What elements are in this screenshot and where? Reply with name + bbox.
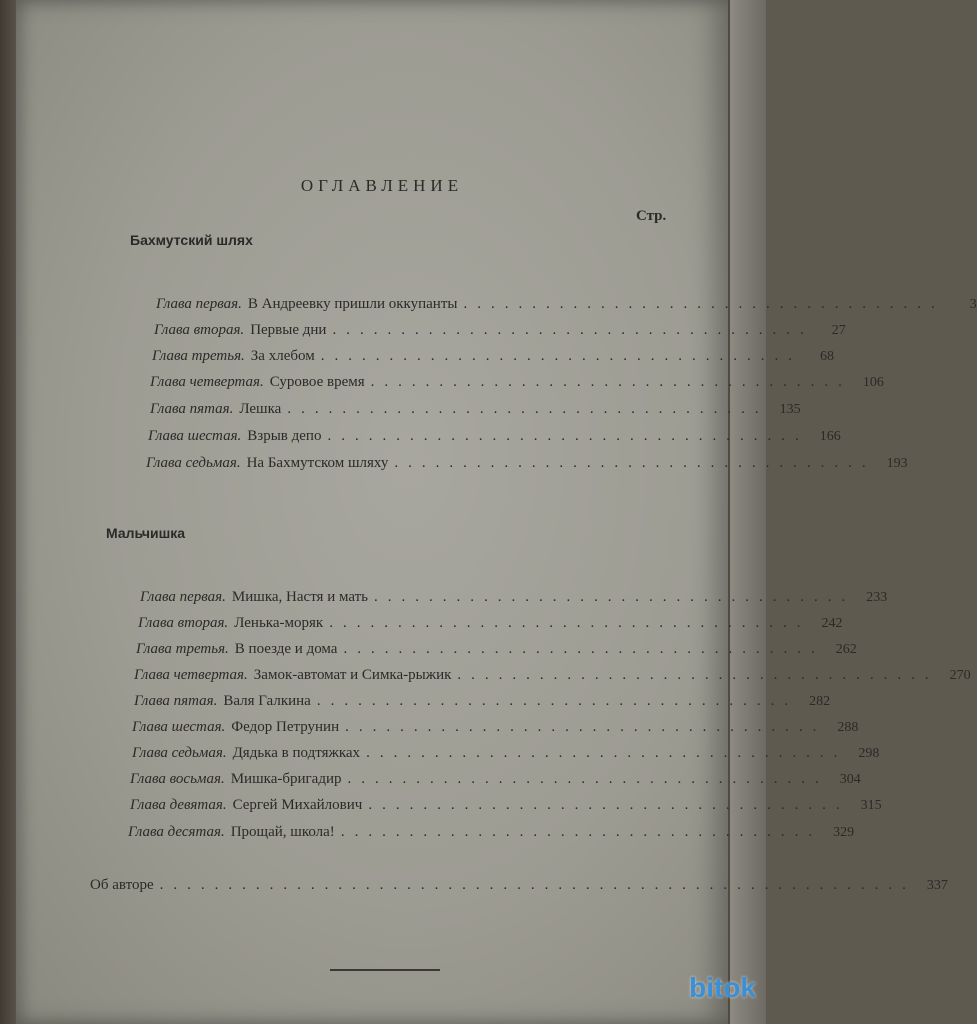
toc-entry-about-author[interactable] xyxy=(90,874,948,896)
chapter-label: Глава десятая. xyxy=(128,824,225,840)
chapter-label: Глава пятая. xyxy=(134,693,218,709)
book-page xyxy=(16,0,728,1024)
toc-entry[interactable] xyxy=(136,638,857,660)
dot-leader: ................................... xyxy=(320,348,802,364)
page-number: 315 xyxy=(860,798,882,813)
bottom-divider xyxy=(330,969,440,971)
chapter-title: Взрыв депо xyxy=(247,428,322,444)
toc-entry[interactable] xyxy=(148,425,841,447)
section-title-bakhmut: Бахмутский шлях xyxy=(130,232,253,248)
toc-entry[interactable] xyxy=(156,293,977,315)
toc-entry[interactable] xyxy=(150,371,884,393)
dot-leader: ................................... xyxy=(340,824,823,840)
chapter-title: Первые дни xyxy=(250,322,327,338)
toc-entry[interactable] xyxy=(132,716,859,738)
watermark-logo: bitok xyxy=(689,972,756,1003)
chapter-title: За хлебом xyxy=(250,348,315,364)
chapter-title: Валя Галкина xyxy=(223,693,311,709)
toc-entry[interactable] xyxy=(150,398,801,420)
chapter-title: Сергей Михайлович xyxy=(232,797,363,813)
page-number: 337 xyxy=(926,878,948,893)
chapter-title: Ленька-моряк xyxy=(234,615,324,631)
dot-leader: ................................... xyxy=(457,667,939,683)
chapter-title: На Бахмутском шляху xyxy=(246,455,389,471)
page-number: 329 xyxy=(833,825,855,840)
toc-entry[interactable] xyxy=(140,586,888,608)
chapter-label: Глава третья. xyxy=(136,641,229,657)
chapter-title: Федор Петрунин xyxy=(231,719,340,735)
chapter-title: Суровое время xyxy=(269,374,365,390)
dot-leader: ................................... xyxy=(394,455,876,471)
chapter-title: Мишка, Настя и мать xyxy=(231,589,369,605)
chapter-label: Глава шестая. xyxy=(132,719,226,735)
dot-leader: ....................................................... xyxy=(159,877,916,893)
page-number: 270 xyxy=(949,668,971,683)
page-number: 166 xyxy=(819,429,841,444)
dot-leader: ................................... xyxy=(327,428,809,444)
page-number: 68 xyxy=(819,349,834,364)
toc-entry[interactable] xyxy=(134,664,971,686)
chapter-title: Лешка xyxy=(239,401,282,417)
chapter-title: В поезде и дома xyxy=(234,641,338,657)
adjacent-page-edge xyxy=(728,0,766,1024)
chapter-title: Замок-автомат и Симка-рыжик xyxy=(253,667,452,683)
dot-leader: ................................... xyxy=(374,589,856,605)
page-number: 106 xyxy=(862,375,884,390)
page-number: 282 xyxy=(809,694,831,709)
chapter-label: Глава вторая. xyxy=(138,615,229,631)
page-number: 233 xyxy=(866,590,888,605)
page-number: 288 xyxy=(837,720,859,735)
dot-leader: ................................... xyxy=(316,693,799,709)
page-number: 135 xyxy=(779,402,801,417)
chapter-label: Глава первая. xyxy=(140,589,226,605)
page-number: 27 xyxy=(831,323,846,338)
chapter-label: Глава третья. xyxy=(152,348,245,364)
chapter-label: Глава первая. xyxy=(156,296,242,312)
page-number: 3 xyxy=(969,297,977,312)
toc-entry[interactable] xyxy=(134,690,831,712)
page-number: 262 xyxy=(835,642,857,657)
toc-entry[interactable] xyxy=(146,452,908,474)
dot-leader: ................................... xyxy=(347,771,829,787)
chapter-label: Глава девятая. xyxy=(130,797,227,813)
section-title-malchishka: Мальчишка xyxy=(106,525,186,541)
page-number: 193 xyxy=(886,456,908,471)
toc-entry[interactable] xyxy=(132,742,880,764)
chapter-label: Глава шестая. xyxy=(148,428,242,444)
page-heading: ОГЛАВЛЕНИЕ xyxy=(300,176,464,195)
toc-entry[interactable] xyxy=(130,768,861,790)
chapter-title: Прощай, школа! xyxy=(230,824,335,840)
toc-entry[interactable] xyxy=(130,794,882,816)
toc-entry[interactable] xyxy=(154,319,846,341)
chapter-label: Глава четвертая. xyxy=(134,667,248,683)
toc-entry[interactable] xyxy=(138,612,843,634)
chapter-title: В Андреевку пришли оккупанты xyxy=(247,296,458,312)
dot-leader: ................................... xyxy=(370,374,852,390)
chapter-title: Дядька в подтяжках xyxy=(232,745,361,761)
toc-entry[interactable] xyxy=(128,821,855,843)
chapter-label: Глава пятая. xyxy=(150,401,234,417)
dot-leader: ................................... xyxy=(332,322,814,338)
page-column-label: Стр. xyxy=(636,208,667,224)
chapter-label: Глава четвертая. xyxy=(150,374,264,390)
dot-leader: ................................... xyxy=(287,401,769,417)
dot-leader: ................................... xyxy=(343,641,825,657)
chapter-label: Глава восьмая. xyxy=(130,771,225,787)
page-number: 298 xyxy=(858,746,880,761)
dot-leader: ................................... xyxy=(368,797,850,813)
about-author-title: Об авторе xyxy=(90,877,154,893)
page-number: 242 xyxy=(821,616,843,631)
dot-leader: ................................... xyxy=(329,615,811,631)
dot-leader: ................................... xyxy=(345,719,827,735)
toc-entry[interactable] xyxy=(152,345,834,367)
dot-leader: ................................... xyxy=(366,745,848,761)
page-number: 304 xyxy=(839,772,861,787)
chapter-title: Мишка-бригадир xyxy=(230,771,342,787)
dot-leader: ................................... xyxy=(463,296,945,312)
chapter-label: Глава седьмая. xyxy=(146,455,241,471)
chapter-label: Глава седьмая. xyxy=(132,745,227,761)
chapter-label: Глава вторая. xyxy=(154,322,245,338)
